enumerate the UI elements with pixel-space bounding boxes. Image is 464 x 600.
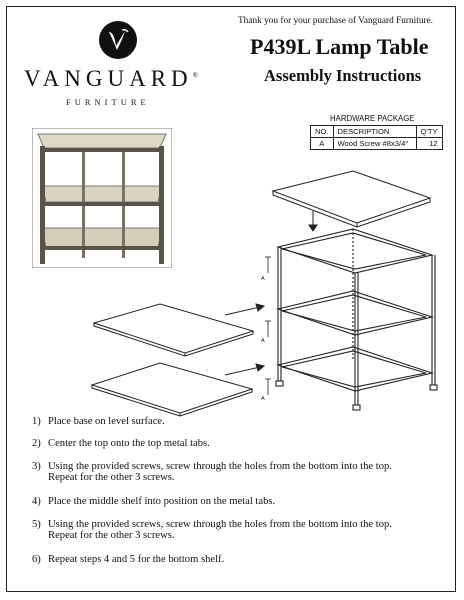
hardware-header-row: [311, 126, 443, 138]
screw-icon: [265, 257, 271, 395]
brand-name: VANGUARD®: [24, 66, 198, 91]
vanguard-logo-icon: [98, 20, 138, 60]
step-5: 5) Using the provided screws, screw through the holes from the bottom into the top. Repeat for the other 3 screws.: [32, 519, 392, 541]
step-3: 3) Using the provided screws, screw through the holes from the bottom into the top. Repeat for the other 3 screws.: [32, 461, 392, 483]
middle-shelf-panel: [94, 304, 253, 356]
table-row: [311, 138, 443, 150]
product-title: P439L Lamp Table: [250, 34, 429, 59]
thanks-note: Thank you for your purchase of Vanguard Furniture.: [238, 16, 434, 26]
metal-frame: [276, 229, 437, 410]
col-no: NO.: [311, 126, 334, 138]
assembly-diagram: [80, 165, 450, 425]
step-1: 1) Place base on level surface.: [32, 416, 165, 427]
cell-no: A: [311, 138, 334, 150]
doc-subtitle: Assembly Instructions: [264, 66, 422, 85]
step-4: 4) Place the middle shelf into position on the metal tabs.: [32, 496, 276, 507]
screw-label: A: [261, 338, 265, 344]
step-6: 6) Repeat steps 4 and 5 for the bottom shelf.: [32, 554, 225, 565]
screw-label: A: [261, 396, 265, 402]
hardware-table: [310, 125, 443, 150]
bottom-shelf-panel: [92, 363, 252, 416]
arrow-right-icon: [225, 304, 264, 375]
brand-sub: FURNITURE: [66, 97, 150, 107]
col-qty: Q'TY: [416, 126, 442, 138]
arrow-down-icon: [309, 211, 317, 231]
tabletop-panel: [273, 171, 430, 227]
step-2: 2) Center the top onto the top metal tabs.: [32, 438, 210, 449]
cell-qty: 12: [416, 138, 442, 150]
screw-label: A: [261, 276, 265, 282]
col-description: DESCRIPTION: [333, 126, 416, 138]
hardware-caption: HARDWARE PACKAGE: [330, 114, 415, 123]
cell-description: Wood Screw #8x3/4": [333, 138, 416, 150]
